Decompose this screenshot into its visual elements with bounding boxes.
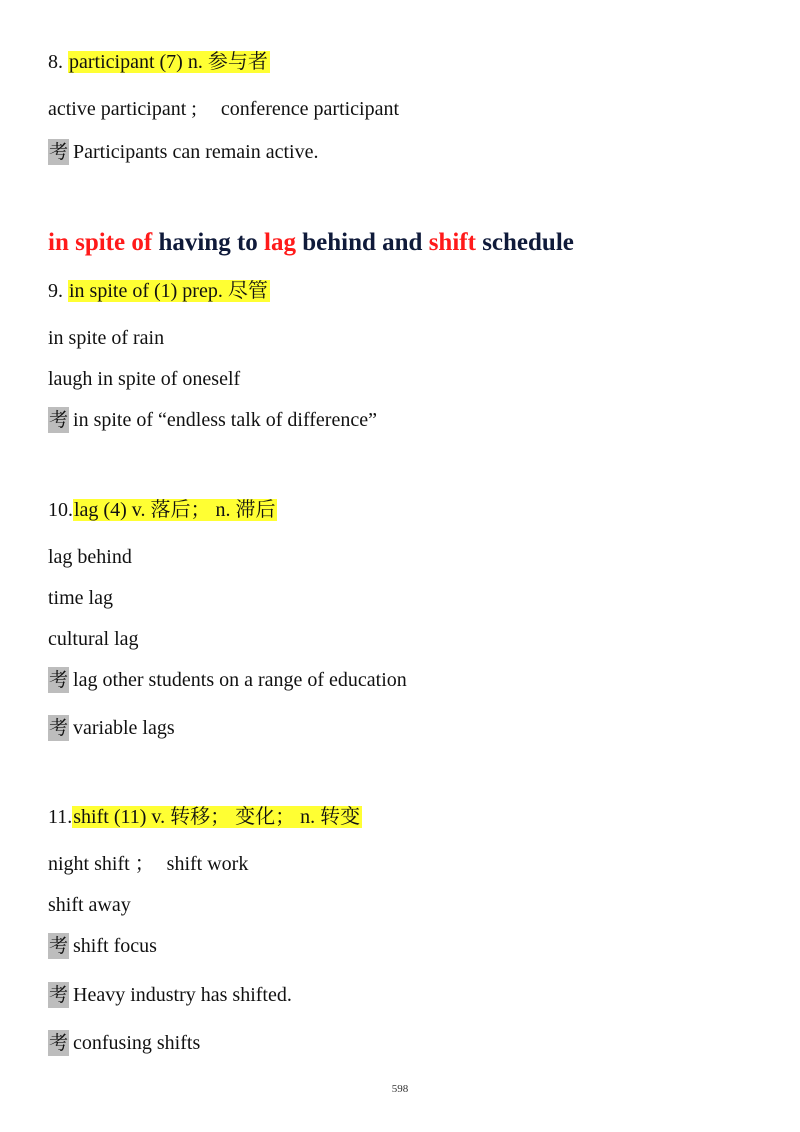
- entry-11-headword: shift (11) v. 转移； 变化； n. 转变: [73, 806, 361, 828]
- entry-11-phrase-2: shift away: [48, 894, 131, 916]
- entry-11-exam-3-text: confusing shifts: [73, 1032, 201, 1054]
- exam-marker-icon: 考: [49, 717, 69, 739]
- entry-10-exam-2: [48, 715, 175, 741]
- entry-9-title: [48, 278, 270, 304]
- entry-9-exam-1-text: in spite of “endless talk of difference”: [73, 409, 377, 431]
- entry-8-title: [48, 49, 270, 75]
- entry-9-phrase-2: laugh in spite of oneself: [48, 368, 241, 390]
- exam-marker-icon: 考: [49, 409, 69, 431]
- page-number: 598: [391, 1083, 409, 1095]
- entry-9-headword: in spite of (1) prep. 尽管: [69, 280, 268, 302]
- section-heading: [48, 227, 574, 259]
- exam-marker-icon: 考: [49, 669, 69, 691]
- exam-marker-icon: 考: [49, 935, 69, 957]
- entry-10-phrase-1: lag behind: [48, 546, 132, 568]
- entry-8-phrase-b: conference participant: [220, 98, 400, 120]
- entry-8-number: 8.: [48, 51, 68, 73]
- entry-9-phrase-1: in spite of rain: [48, 327, 165, 349]
- entry-10-title: [48, 497, 277, 523]
- entry-10-exam-1: [48, 667, 407, 693]
- entry-9-number: 9.: [48, 280, 68, 302]
- entry-8-headword: participant (7) n. 参与者: [69, 51, 268, 73]
- heading-part-5: shift: [428, 229, 476, 256]
- entry-11-phrase-b: shift work: [166, 853, 249, 875]
- entry-8-exam-1: [48, 139, 318, 165]
- heading-part-4: behind and: [295, 229, 429, 256]
- entry-10-exam-2-text: variable lags: [73, 717, 175, 739]
- entry-8-phrase-a: active participant ;: [48, 98, 197, 120]
- entry-11-exam-3: [48, 1030, 200, 1056]
- heading-part-1: in spite of: [48, 229, 153, 256]
- exam-marker-icon: 考: [49, 141, 69, 163]
- entry-10-exam-1-text: lag other students on a range of education: [73, 669, 407, 691]
- entry-11-exam-1-text: shift focus: [73, 935, 157, 957]
- entry-9-exam-1: [48, 407, 377, 433]
- entry-8-phrases: [48, 96, 399, 122]
- heading-part-6: schedule: [475, 229, 574, 256]
- entry-10-phrase-2: time lag: [48, 587, 113, 609]
- entry-11-exam-1: [48, 933, 157, 959]
- entry-11-exam-2-text: Heavy industry has shifted.: [73, 984, 292, 1006]
- entry-11-phrases: [48, 851, 248, 877]
- entry-10-phrase-3: cultural lag: [48, 628, 139, 650]
- exam-marker-icon: 考: [49, 1032, 69, 1054]
- heading-part-3: lag: [264, 229, 296, 256]
- entry-8-exam-1-text: Participants can remain active.: [73, 141, 319, 163]
- entry-11-number: 11.: [48, 806, 73, 828]
- exam-marker-icon: 考: [49, 984, 69, 1006]
- entry-10-headword: lag (4) v. 落后； n. 滞后: [74, 499, 276, 521]
- entry-11-exam-2: [48, 982, 292, 1008]
- entry-10-number: 10.: [48, 499, 73, 521]
- entry-11-phrase-a: night shift ；: [48, 853, 155, 875]
- entry-11-title: [48, 804, 362, 830]
- heading-part-2: having to: [152, 229, 265, 256]
